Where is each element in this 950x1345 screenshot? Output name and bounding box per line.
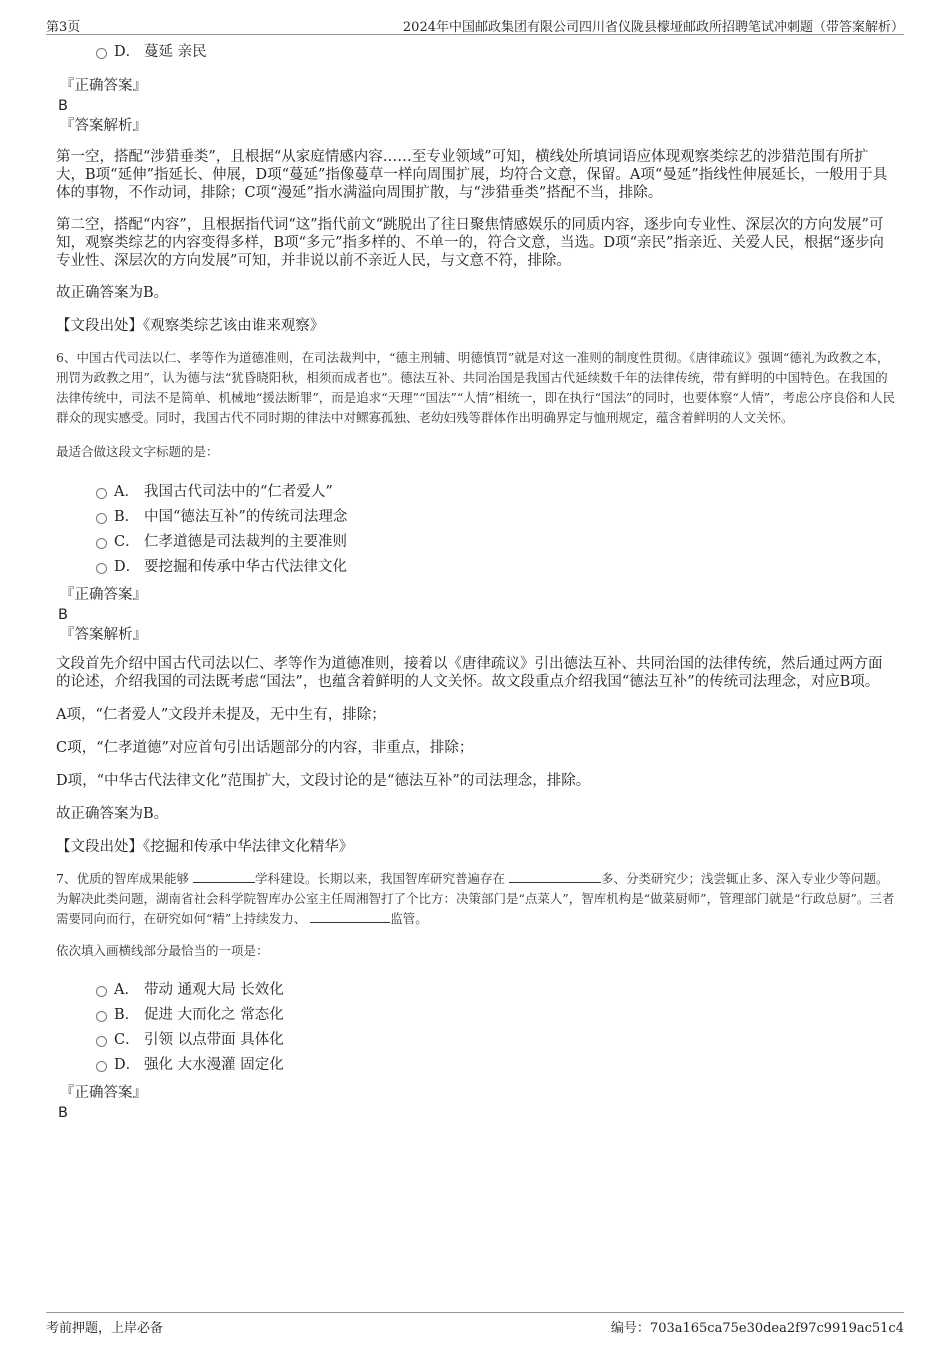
- correct-answer: B: [58, 1105, 68, 1121]
- question-prompt: 最适合做这段文字标题的是：: [56, 444, 219, 459]
- q7-option-a[interactable]: [56, 978, 896, 1003]
- fill-blank: [509, 870, 601, 883]
- analysis-label: 『答案解析』: [60, 118, 147, 134]
- source-citation: 【文段出处】《观察类综艺该由谁来观察》: [56, 318, 325, 334]
- correct-answer-label: 『正确答案』: [60, 587, 147, 603]
- option-letter: C．: [114, 1032, 140, 1048]
- document-content: [56, 40, 896, 1123]
- question-text-part: 监管。: [390, 911, 428, 926]
- question-prompt: 依次填入画横线部分最恰当的一项是：: [56, 943, 269, 958]
- radio-icon[interactable]: [96, 513, 107, 524]
- q7-option-b[interactable]: [56, 1003, 896, 1028]
- option-text: 仁孝道德是司法裁判的主要准则: [144, 534, 347, 550]
- option-letter: C．: [114, 534, 140, 550]
- document-title: 2024年中国邮政集团有限公司四川省仪陇县檬垭邮政所招聘笔试冲刺题（带答案解析）: [402, 20, 904, 35]
- document-id: 编号：703a165ca75e30dea2f97c9919ac51c4: [610, 1321, 904, 1336]
- q6-option-c[interactable]: [56, 530, 896, 555]
- correct-answer: B: [58, 98, 68, 114]
- q6-option-d[interactable]: [56, 555, 896, 580]
- option-letter: A．: [114, 484, 139, 500]
- fill-blank: [193, 870, 255, 883]
- option-letter: D．: [114, 1057, 141, 1073]
- option-letter: D．: [114, 44, 141, 60]
- correct-answer-label: 『正确答案』: [60, 78, 147, 94]
- radio-icon[interactable]: [96, 48, 107, 59]
- fill-blank: [310, 910, 390, 923]
- option-letter: B．: [114, 1007, 140, 1023]
- q7-option-d[interactable]: [56, 1053, 896, 1078]
- page-footer: [46, 1312, 904, 1337]
- analysis-conclusion: 故正确答案为B。: [56, 285, 169, 301]
- q6-option-a[interactable]: [56, 480, 896, 505]
- question-text-part: 7、优质的智库成果能够: [56, 871, 189, 886]
- radio-icon[interactable]: [96, 1061, 107, 1072]
- analysis-paragraph: A项，“仁者爱人”文段并未提及，无中生有，排除；: [56, 707, 386, 723]
- option-letter: D．: [114, 559, 141, 575]
- analysis-paragraph: D项，“中华古代法律文化”范围扩大，文段讨论的是“德法互补”的司法理念，排除。: [56, 773, 591, 789]
- option-text: 要挖掘和传承中华古代法律文化: [144, 559, 347, 575]
- option-text: 蔓延 亲民: [144, 44, 207, 60]
- correct-answer: B: [58, 607, 68, 623]
- radio-icon[interactable]: [96, 1036, 107, 1047]
- analysis-paragraph: 文段首先介绍中国古代司法以仁、孝等作为道德准则，接着以《唐律疏议》引出德法互补、共同治国的法律传统，然后通过两方面的论述，介绍我国的司法既考虑“国法”，也蕴含着鲜明的人文关怀。故文段重点介绍我国“德法互补”的传统司法理念，对应B项。: [56, 656, 883, 690]
- option-text: 我国古代司法中的“仁者爱人”: [144, 484, 333, 500]
- radio-icon[interactable]: [96, 488, 107, 499]
- page-header: [46, 12, 904, 35]
- question-text-part: 学科建设。长期以来，我国智库研究普遍存在: [254, 871, 505, 886]
- analysis-label: 『答案解析』: [60, 627, 147, 643]
- radio-icon[interactable]: [96, 563, 107, 574]
- radio-icon[interactable]: [96, 538, 107, 549]
- option-text: 促进 大而化之 常态化: [144, 1007, 284, 1023]
- option-text: 中国“德法互补”的传统司法理念: [144, 509, 348, 525]
- analysis-conclusion: 故正确答案为B。: [56, 806, 169, 822]
- question-text: [56, 869, 896, 929]
- question-text: 6、中国古代司法以仁、孝等作为道德准则，在司法裁判中，“德主刑辅、明德慎罚”就是对这一准则的制度性贯彻。《唐律疏议》强调“德礼为政教之本，刑罚为政教之用”，认为德与法“犹昏晓阳秋，相须而成者也”。德法互补、共同治国是我国古代延续数千年的法律传统，带有鲜明的中国特色。在我国的法律传统中，司法不是简单、机械地“援法断罪”，而是追求“天理”“国法”“人情”相统一，即在执行“国法”的同时，也要体察“人情”，考虑公序良俗和人民群众的现实感受。同时，我国古代不同时期的律法中对鳏寡孤独、老幼妇残等群体作出明确界定与恤刑规定，蕴含着鲜明的人文关怀。: [56, 350, 896, 425]
- analysis-paragraph: C项，“仁孝道德”对应首句引出话题部分的内容，非重点，排除；: [56, 740, 474, 756]
- radio-icon[interactable]: [96, 986, 107, 997]
- question-text-part: 多、分类研究少；浅尝辄止多、深入专业少等问题。为解决此类问题，湖南省社会科学院智库办公室主任周湘智打了个比方：决策部门是“点菜人”，智库机构是“做菜厨师”，管理部门就是“行政总厨”。三者需要同向而行，在研究如何“精”上持续发力、: [56, 871, 895, 926]
- q7-option-c[interactable]: [56, 1028, 896, 1053]
- analysis-paragraph: 第一空，搭配“涉猎垂类”，且根据“从家庭情感内容……至专业领域”可知，横线处所填词语应体现观察类综艺的涉猎范围有所扩大，B项“延伸”指延长、伸展，D项“蔓延”指像蔓草一样向周围扩展，均符合文意，保留。A项“曼延”指线性伸展延长，一般用于具体的事物，不作动词，排除；C项“漫延”指水满溢向周围扩散，与“涉猎垂类”搭配不当，排除。: [56, 149, 888, 201]
- option-letter: B．: [114, 509, 140, 525]
- footer-slogan: 考前押题，上岸必备: [46, 1321, 164, 1336]
- option-text: 强化 大水漫灌 固定化: [144, 1057, 284, 1073]
- q6-option-b[interactable]: [56, 505, 896, 530]
- analysis-paragraph: 第二空，搭配“内容”，且根据指代词“这”指代前文“跳脱出了往日聚焦情感娱乐的同质内容，逐步向专业性、深层次的方向发展”可知，观察类综艺的内容变得多样，B项“多元”指多样的、不单一的，符合文意，当选。D项“亲民”指亲近、关爱人民，根据“逐步向专业性、深层次的方向发展”可知，并非说以前不亲近人民，与文意不符，排除。: [56, 217, 884, 269]
- q5-option-d[interactable]: [56, 40, 896, 65]
- option-text: 引领 以点带面 具体化: [144, 1032, 284, 1048]
- radio-icon[interactable]: [96, 1011, 107, 1022]
- option-letter: A．: [114, 982, 139, 998]
- correct-answer-label: 『正确答案』: [60, 1085, 147, 1101]
- option-text: 带动 通观大局 长效化: [144, 982, 284, 998]
- page-number: 第3页: [46, 20, 81, 35]
- source-citation: 【文段出处】《挖掘和传承中华法律文化精华》: [56, 839, 354, 855]
